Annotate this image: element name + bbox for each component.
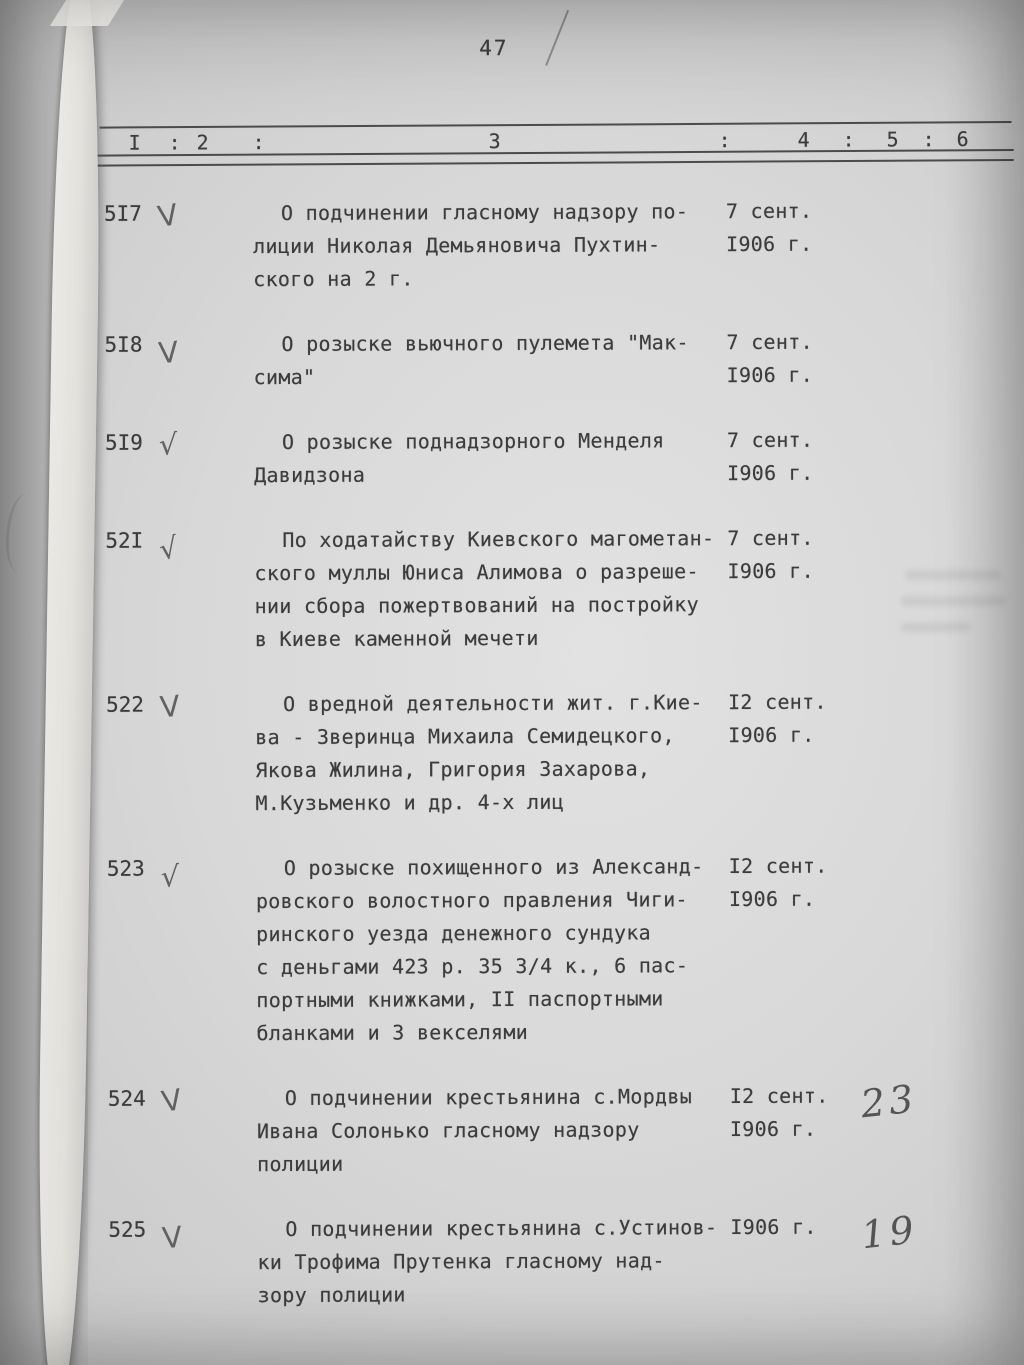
entry-description bbox=[253, 326, 726, 394]
checkmark-cell bbox=[155, 852, 256, 896]
entry-text-line: лиции Николая Демьяновича Пухтин- bbox=[253, 232, 661, 259]
header-col-I: I bbox=[128, 130, 141, 155]
table-row-entry bbox=[1, 325, 1024, 395]
entry-text-line: ского муллы Юниса Алимова о разреше- bbox=[254, 559, 699, 586]
header-col-2: 2 bbox=[196, 130, 209, 155]
date-line: I906 г. bbox=[727, 460, 814, 486]
header-separator: : bbox=[842, 127, 855, 152]
date-line: I906 г. bbox=[727, 558, 814, 584]
entry-text-line: Якова Жилина, Григория Захарова, bbox=[255, 756, 651, 783]
entry-text-line: О розыске поднадзорного Менделя bbox=[281, 428, 665, 455]
checkmark-cell bbox=[152, 328, 253, 372]
entry-number: 5I8 bbox=[104, 332, 143, 357]
entry-text-line: М.Кузьменко и др. 4-х лиц bbox=[255, 789, 565, 816]
register-entries bbox=[1, 194, 1024, 1345]
date-line: 7 сент. bbox=[726, 427, 814, 453]
entry-text-line: Ивана Солонько гласному надзору bbox=[256, 1117, 640, 1144]
header-col-6: 6 bbox=[956, 127, 969, 152]
entry-dates bbox=[726, 194, 886, 261]
date-line: I2 сент. bbox=[728, 689, 827, 715]
date-line: I906 г. bbox=[728, 886, 816, 912]
checkmark-cell bbox=[156, 1213, 257, 1257]
entry-description bbox=[254, 522, 728, 656]
entry-text-line: О подчинении крестьянина с.Устинов- bbox=[285, 1215, 718, 1242]
checkmark-icon: V bbox=[158, 688, 182, 725]
date-line: I906 г. bbox=[726, 231, 813, 257]
header-separator: : bbox=[252, 130, 265, 155]
entry-text-line: О розыске похищенного из Александ- bbox=[283, 854, 704, 881]
header-separator: : bbox=[718, 128, 731, 153]
pen-stroke-mark bbox=[545, 10, 569, 66]
entry-text-line: О розыске вьючного пулемета "Мак- bbox=[281, 330, 689, 357]
entry-text-line: ровского волостного правления Чиги- bbox=[255, 887, 688, 914]
date-line: I2 сент. bbox=[729, 1083, 829, 1109]
table-row-entry bbox=[2, 423, 1024, 493]
entry-number: 5I9 bbox=[104, 430, 143, 455]
checkmark-cell bbox=[154, 688, 255, 726]
checkmark-icon: V bbox=[159, 1082, 185, 1119]
entry-dates bbox=[727, 423, 887, 490]
entry-description bbox=[257, 1080, 730, 1181]
header-col-3: 3 bbox=[488, 129, 501, 154]
entry-description bbox=[255, 686, 729, 820]
entry-text-line: зору полиции bbox=[257, 1282, 406, 1308]
table-row-entry bbox=[3, 685, 1024, 821]
checkmark-icon: V bbox=[160, 1219, 184, 1256]
entry-description bbox=[254, 424, 727, 492]
table-row-entry bbox=[5, 1076, 1024, 1182]
entry-number: 524 bbox=[107, 1086, 146, 1111]
entry-text-line: О вредной деятельности жит. г.Кие- bbox=[283, 690, 703, 717]
entry-text-line: ского на 2 г. bbox=[253, 266, 414, 292]
table-row-entry bbox=[1, 194, 1024, 297]
table-row-entry bbox=[2, 521, 1024, 657]
margin-note-handwritten: 23 bbox=[858, 1076, 920, 1127]
header-col-4: 4 bbox=[797, 127, 810, 152]
entry-number: 523 bbox=[106, 856, 145, 881]
date-line: 7 сент. bbox=[727, 525, 814, 551]
entry-number: 5I7 bbox=[103, 201, 142, 226]
date-line: I906 г. bbox=[728, 722, 815, 748]
margin-note-handwritten: 19 bbox=[859, 1207, 920, 1258]
entry-text-line: портными книжками, II паспортными bbox=[256, 986, 664, 1013]
entry-text-line: По ходатайству Киевского магометан- bbox=[282, 526, 715, 553]
entry-text-line: ринского уезда денежного сундука bbox=[256, 920, 652, 947]
entry-text-line: полиции bbox=[257, 1151, 344, 1177]
header-separator: : bbox=[168, 130, 181, 155]
entry-text-line: ки Трофима Прутенка гласному над- bbox=[257, 1248, 665, 1275]
entry-text-line: с деньгами 423 р. 35 3/4 к., 6 пас- bbox=[256, 953, 689, 980]
header-col-5: 5 bbox=[886, 127, 899, 152]
checkmark-cell bbox=[156, 1082, 257, 1120]
table-row-entry bbox=[5, 1207, 1024, 1313]
date-line: 7 сент. bbox=[726, 329, 813, 355]
checkmark-icon: √ bbox=[158, 427, 178, 462]
date-line: I906 г. bbox=[729, 1116, 817, 1142]
checkmark-cell bbox=[153, 426, 254, 464]
entry-number: 525 bbox=[108, 1217, 147, 1242]
checkmark-icon: √ bbox=[160, 859, 180, 894]
date-line: I906 г. bbox=[726, 362, 814, 388]
entry-description bbox=[256, 850, 730, 1050]
date-line: I2 сент. bbox=[728, 853, 828, 879]
checkmark-icon: V bbox=[156, 334, 180, 371]
checkmark-cell bbox=[153, 524, 254, 568]
entry-dates bbox=[728, 685, 888, 752]
entry-number: 52I bbox=[105, 528, 144, 553]
checkmark-cell bbox=[152, 197, 253, 235]
entry-text-line: ва - Зверинца Михаила Семидецкого, bbox=[255, 723, 675, 750]
entry-text-line: О подчинении гласному надзору по- bbox=[280, 199, 689, 226]
table-row-entry bbox=[4, 849, 1024, 1051]
date-line: 7 сент. bbox=[725, 198, 813, 224]
entry-text-line: Давидзона bbox=[254, 462, 366, 488]
entry-dates bbox=[726, 325, 886, 392]
page-number: 47 bbox=[479, 36, 509, 61]
entry-description bbox=[257, 1211, 730, 1312]
entry-text-line: бланками и 3 векселями bbox=[256, 1019, 529, 1046]
entry-description bbox=[253, 195, 726, 296]
entry-dates bbox=[729, 849, 889, 916]
checkmark-icon: V bbox=[155, 197, 181, 234]
entry-text-line: сима" bbox=[253, 364, 316, 390]
checkmark-icon: √ bbox=[156, 530, 181, 567]
date-line: I906 г. bbox=[730, 1214, 817, 1240]
entry-number: 522 bbox=[106, 692, 145, 717]
header-separator: : bbox=[922, 127, 935, 152]
entry-text-line: нии сбора пожертвований на постройку bbox=[254, 592, 699, 619]
entry-text-line: в Киеве каменной мечети bbox=[254, 625, 539, 652]
entry-dates bbox=[727, 521, 887, 588]
entry-text-line: О подчинении крестьянина с.Мордвы bbox=[284, 1084, 693, 1111]
